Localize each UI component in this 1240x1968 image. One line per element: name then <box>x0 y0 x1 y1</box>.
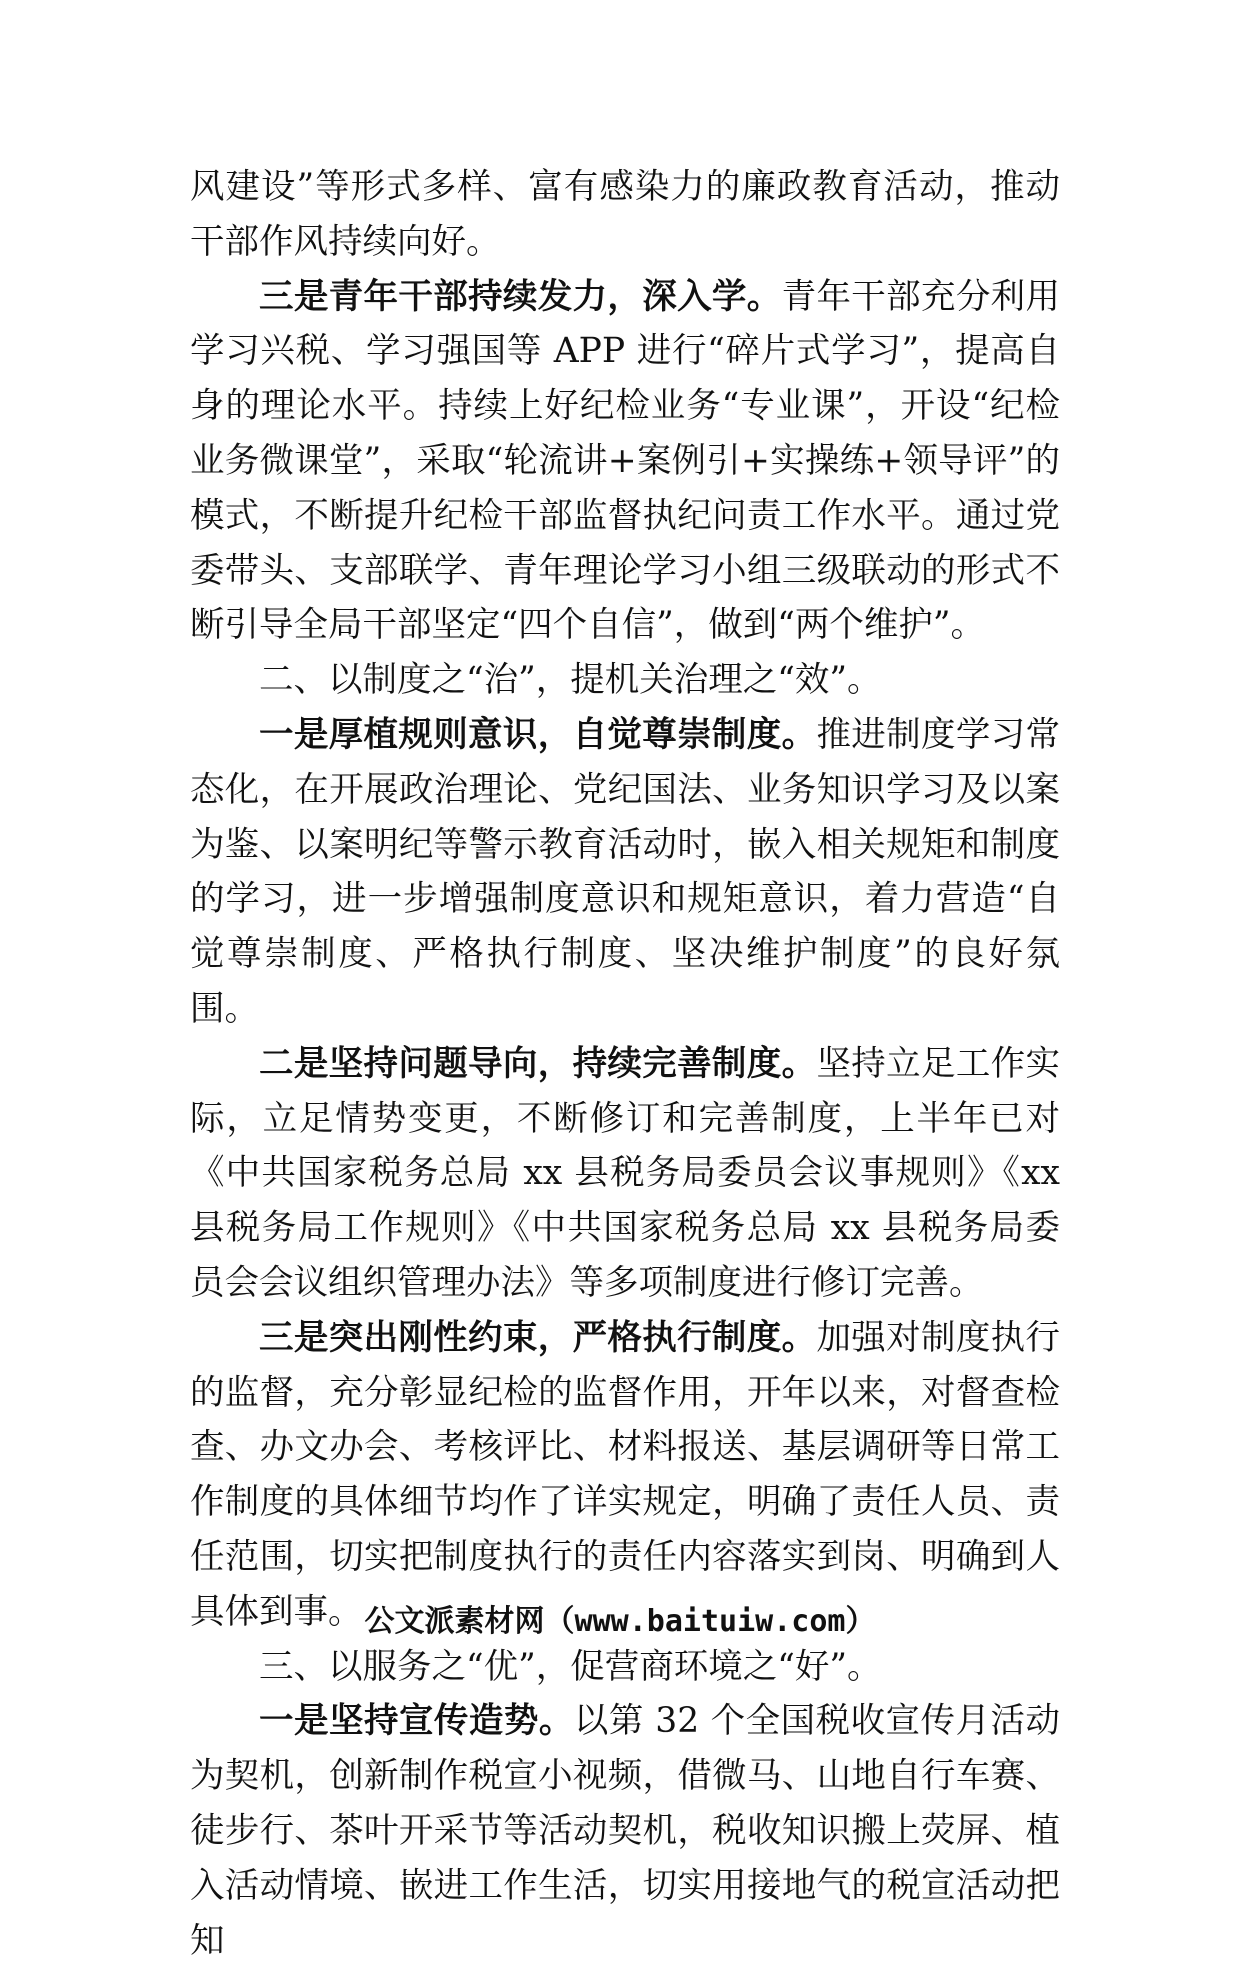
paragraph-lead: 一是坚持宣传造势。 <box>259 1701 574 1742</box>
paragraph-text: 三、以服务之“优”，促营商环境之“好”。 <box>259 1646 882 1687</box>
paragraph <box>190 1694 1060 1968</box>
paragraph-text: 二、以制度之“治”，提机关治理之“效”。 <box>259 660 882 701</box>
paragraph-text: 风建设”等形式多样、富有感染力的廉政教育活动，推动干部作风持续向好。 <box>190 167 1060 262</box>
paragraph-text: 青年干部充分利用学习兴税、学习强国等 APP 进行“碎片式学习”，提高自身的理论水平。持续上好纪检业务“专业课”，开设“纪检业务微课堂”，采取“轮流讲+案例引+实操练+领导评”的模式，不断提升纪检干部监督执纪问责工作水平。通过党委带头、支部联学、青年理论学习小组三级联动的形式不断引导全局干部坚定“四个自信”，做到“两个维护”。 <box>190 276 1061 646</box>
paragraph <box>190 708 1060 1037</box>
paragraph-text: 推进制度学习常态化，在开展政治理论、党纪国法、业务知识学习及以案为鉴、以案明纪等警示教育活动时，嵌入相关规矩和制度的学习，进一步增强制度意识和规矩意识，着力营造“自觉尊崇制度、严格执行制度、坚决维护制度”的良好氛围。 <box>190 714 1060 1029</box>
paragraph-lead: 二是坚持问题导向，持续完善制度。 <box>259 1043 817 1084</box>
paragraph <box>190 1311 1060 1640</box>
section-heading <box>190 1640 1060 1695</box>
paragraph <box>190 270 1060 654</box>
paragraph <box>190 160 1060 270</box>
section-heading <box>190 653 1060 708</box>
page-footer: 公文派素材网（www.baituiw.com） <box>364 1604 876 1639</box>
paragraph-text: 坚持立足工作实际，立足情势变更，不断修订和完善制度，上半年已对《中共国家税务总局 xx 县税务局委员会议事规则》《xx 县税务局工作规则》《中共国家税务总局 xx 县税务局委员会会议组织管理办法》等多项制度进行修订完善。 <box>190 1043 1060 1303</box>
paragraph-text: 以第 32 个全国税收宣传月活动为契机，创新制作税宣小视频，借微马、山地自行车赛、徒步行、茶叶开采节等活动契机，税收知识搬上荧屏、植入活动情境、嵌进工作生活，切实用接地气的税宣活动把知 <box>190 1701 1060 1961</box>
paragraph-lead: 一是厚植规则意识，自觉尊崇制度。 <box>259 714 817 755</box>
paragraph-lead: 三是突出刚性约束，严格执行制度。 <box>259 1317 817 1358</box>
paragraph-lead: 三是青年干部持续发力，深入学。 <box>259 276 782 317</box>
paragraph <box>190 1037 1060 1311</box>
paragraph-text: 加强对制度执行的监督，充分彰显纪检的监督作用，开年以来，对督查检查、办文办会、考核评比、材料报送、基层调研等日常工作制度的具体细节均作了详实规定，明确了责任人员、责任范围，切实把制度执行的责任内容落实到岗、明确到人具体到事。 <box>190 1317 1060 1632</box>
document-body <box>190 160 1060 1968</box>
